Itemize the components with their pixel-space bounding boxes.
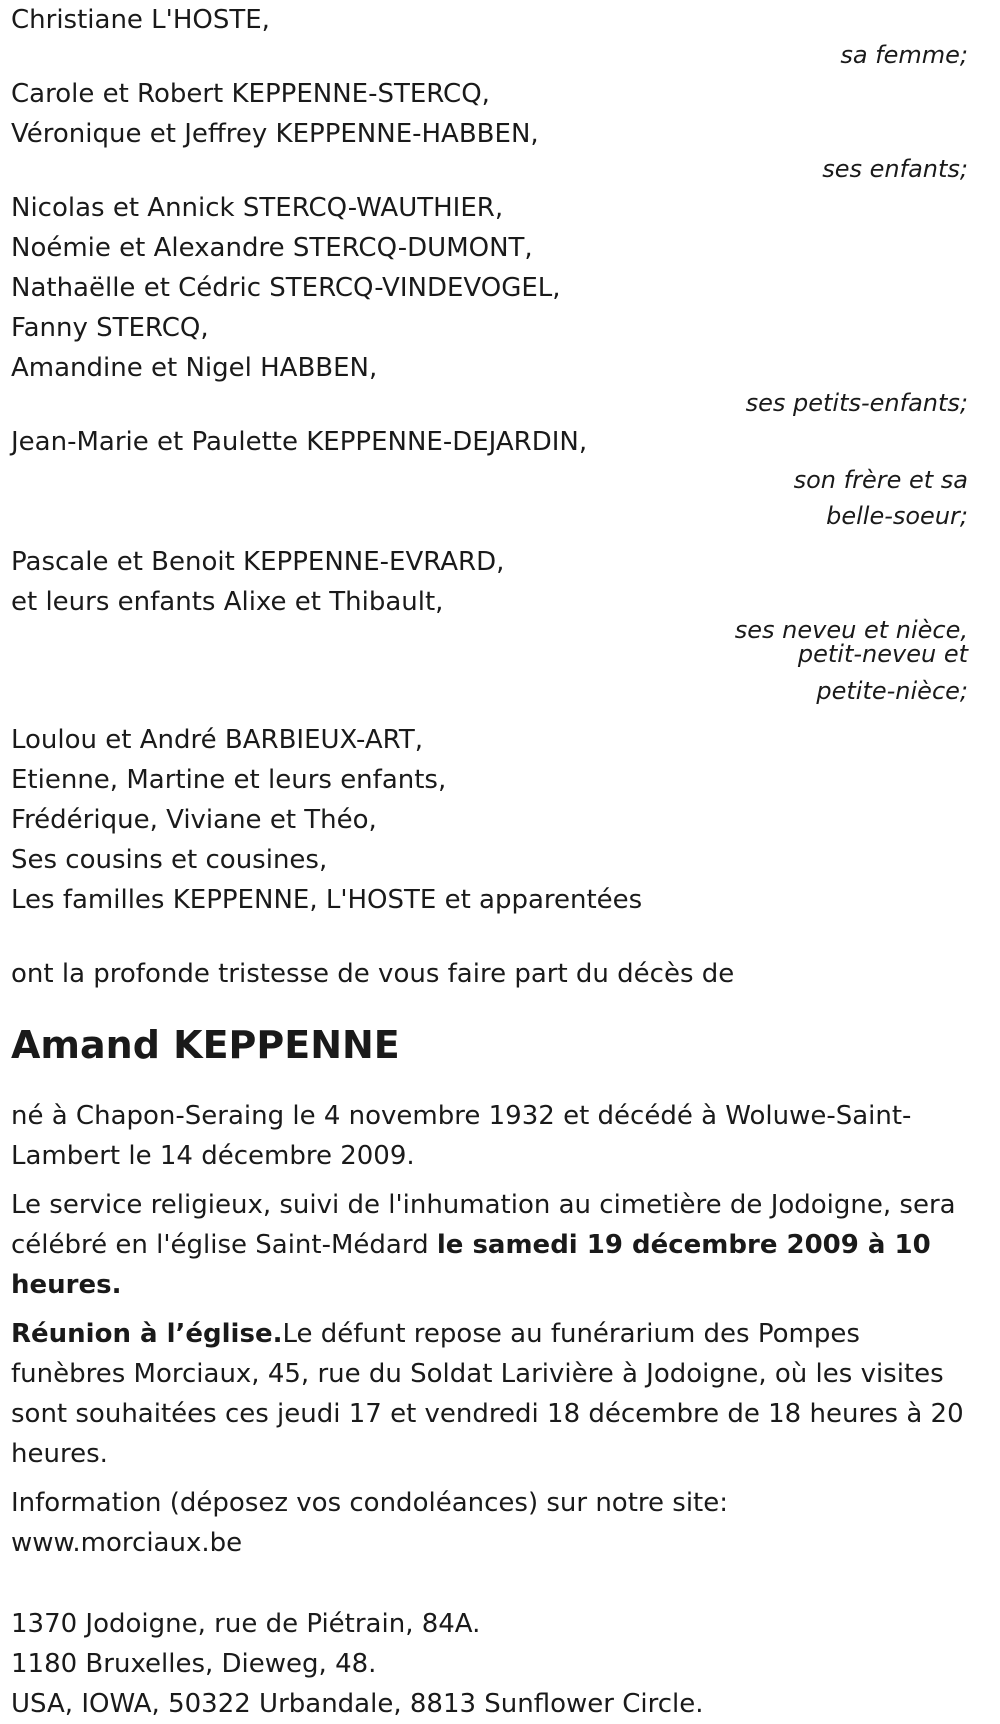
service-text (11, 1185, 971, 1305)
family-name-line: Amandine et Nigel HABBEN, (11, 353, 378, 383)
relation-label: petite-nièce; (816, 677, 968, 705)
info-label: Information (déposez vos condoléances) sur notre site: (11, 1488, 729, 1518)
family-group-children (11, 74, 991, 184)
address-line: USA, IOWA, 50322 Urbandale, 8813 Sunflower Circle. (11, 1689, 704, 1719)
relation-label: ses neveu et nièce, (734, 616, 968, 644)
family-name-line: Véronique et Jeffrey KEPPENNE-HABBEN, (11, 119, 539, 149)
family-group-nephews (11, 542, 991, 716)
family-name-line: Frédérique, Viviane et Théo, (11, 805, 377, 835)
service-date: le samedi 19 décembre 2009 à 10 heures. (11, 1230, 931, 1300)
family-name-line: Nicolas et Annick STERCQ-WAUTHIER, (11, 193, 504, 223)
family-name-line: Loulou et André BARBIEUX-ART, (11, 725, 423, 755)
family-group-wife (11, 0, 991, 70)
address-list (11, 1604, 991, 1724)
family-name-line: Ses cousins et cousines, (11, 845, 328, 875)
reunion-heading: Réunion à l’église. (11, 1319, 283, 1349)
announcement-text: ont la profonde tristesse de vous faire part du décès de (11, 959, 735, 989)
address-line: 1370 Jodoigne, rue de Piétrain, 84A. (11, 1609, 481, 1639)
reunion-description: Le défunt repose au funérarium des Pompes funèbres Morciaux, 45, rue du Soldat Larivière à Jodoigne, où les visites sont souhaitées ces jeudi 17 et vendredi 18 décembre de 18 heures à 20 heures. (11, 1319, 964, 1469)
relation-label: ses petits-enfants; (745, 389, 968, 417)
info-text (11, 1483, 991, 1563)
family-group-grandchildren (11, 188, 991, 418)
website-link[interactable]: www.morciaux.be (11, 1528, 243, 1558)
family-name-line: Jean-Marie et Paulette KEPPENNE-DEJARDIN, (11, 427, 588, 457)
address-line: 1180 Bruxelles, Dieweg, 48. (11, 1649, 377, 1679)
family-name-line: Fanny STERCQ, (11, 313, 209, 343)
family-name-line: Carole et Robert KEPPENNE-STERCQ, (11, 79, 490, 109)
obituary-document (11, 0, 991, 1724)
family-name-line: Pascale et Benoit KEPPENNE-EVRARD, (11, 547, 505, 577)
relation-label: son frère et sa (793, 466, 968, 494)
family-group-sibling (11, 422, 991, 534)
family-name-line: Etienne, Martine et leurs enfants, (11, 765, 447, 795)
family-name-line: Les familles KEPPENNE, L'HOSTE et apparentées (11, 885, 643, 915)
family-name-line: Nathaëlle et Cédric STERCQ-VINDEVOGEL, (11, 273, 561, 303)
family-name-line: Noémie et Alexandre STERCQ-DUMONT, (11, 233, 533, 263)
relation-label: petit-neveu et (797, 640, 968, 668)
service-description: Le service religieux, suivi de l'inhumation au cimetière de Jodoigne, sera célébré en l'église Saint-Médard (11, 1190, 956, 1260)
family-group-others (11, 720, 991, 920)
birth-death-text: né à Chapon-Seraing le 4 novembre 1932 et décédé à Woluwe-Saint-Lambert le 14 décembre 2009. (11, 1101, 912, 1171)
relation-label: ses enfants; (822, 155, 968, 183)
reunion-text (11, 1314, 981, 1474)
relation-label: belle-soeur; (826, 502, 968, 530)
family-name-line: et leurs enfants Alixe et Thibault, (11, 587, 444, 617)
deceased-name: Amand KEPPENNE (11, 1023, 400, 1067)
relation-label: sa femme; (840, 41, 968, 69)
family-name-line: Christiane L'HOSTE, (11, 5, 270, 35)
